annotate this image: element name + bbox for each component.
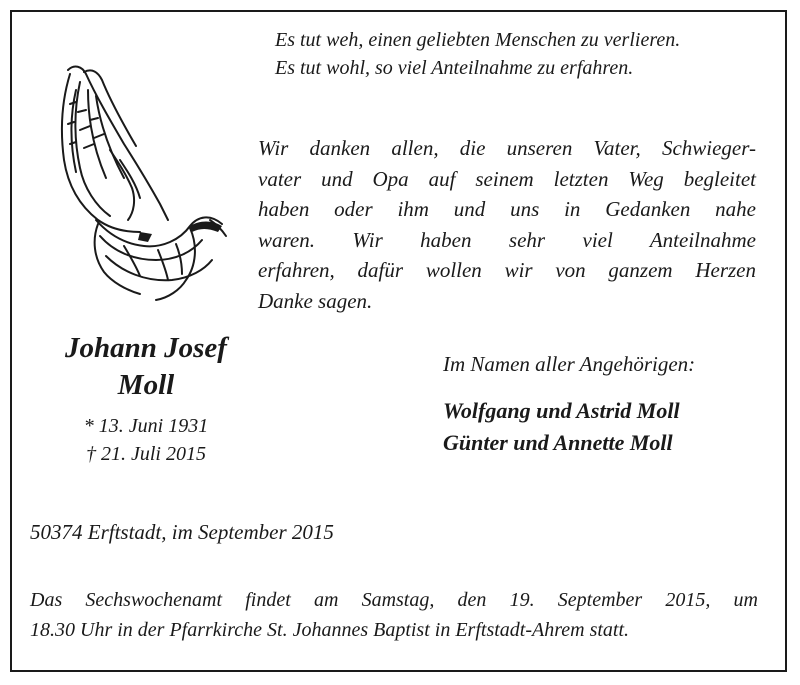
deceased-first-names: Johann Josef bbox=[65, 332, 227, 364]
place-date: 50374 Erftstadt, im September 2015 bbox=[30, 520, 334, 544]
thanks-line-4: waren. Wir haben sehr viel Anteilnahme bbox=[258, 227, 756, 252]
thanks-line-3: haben oder ihm und uns in Gedanken nahe bbox=[258, 197, 756, 221]
life-dates bbox=[26, 412, 266, 468]
service-line-2: 18.30 Uhr in der Pfarrkirche St. Johannes Baptist in Erftstadt-Ahrem statt. bbox=[30, 619, 630, 641]
motto-line-2: Es tut wohl, so viel Anteilnahme zu erfahren. bbox=[275, 57, 634, 79]
deceased-last-name: Moll bbox=[117, 369, 175, 401]
thanks-text bbox=[258, 133, 756, 316]
praying-hands-icon bbox=[40, 60, 230, 310]
thanks-line-6: Danke sagen. bbox=[258, 288, 373, 313]
mourner-line-1: Wolfgang und Astrid Moll bbox=[443, 398, 680, 423]
death-date: † 21. Juli 2015 bbox=[86, 443, 206, 465]
thanks-line-1: Wir danken allen, die unseren Vater, Schwieger- bbox=[258, 136, 756, 160]
deceased-name bbox=[26, 330, 266, 404]
motto bbox=[275, 26, 775, 82]
thanks-line-5: erfahren, dafür wollen wir von ganzem Herzen bbox=[258, 258, 756, 282]
thanks-line-2: vater und Opa auf seinem letzten Weg begleitet bbox=[258, 166, 756, 191]
birth-date: * 13. Juni 1931 bbox=[83, 415, 209, 437]
motto-line-1: Es tut weh, einen geliebten Menschen zu verlieren. bbox=[275, 29, 681, 51]
mourners-intro: Im Namen aller Angehörigen: bbox=[443, 352, 696, 376]
service-notice bbox=[30, 585, 758, 645]
mourners-names bbox=[443, 395, 773, 459]
mourner-line-2: Günter und Annette Moll bbox=[443, 430, 673, 455]
service-line-1: Das Sechswochenamt findet am Samstag, den 19. September 2015, um bbox=[30, 589, 758, 611]
